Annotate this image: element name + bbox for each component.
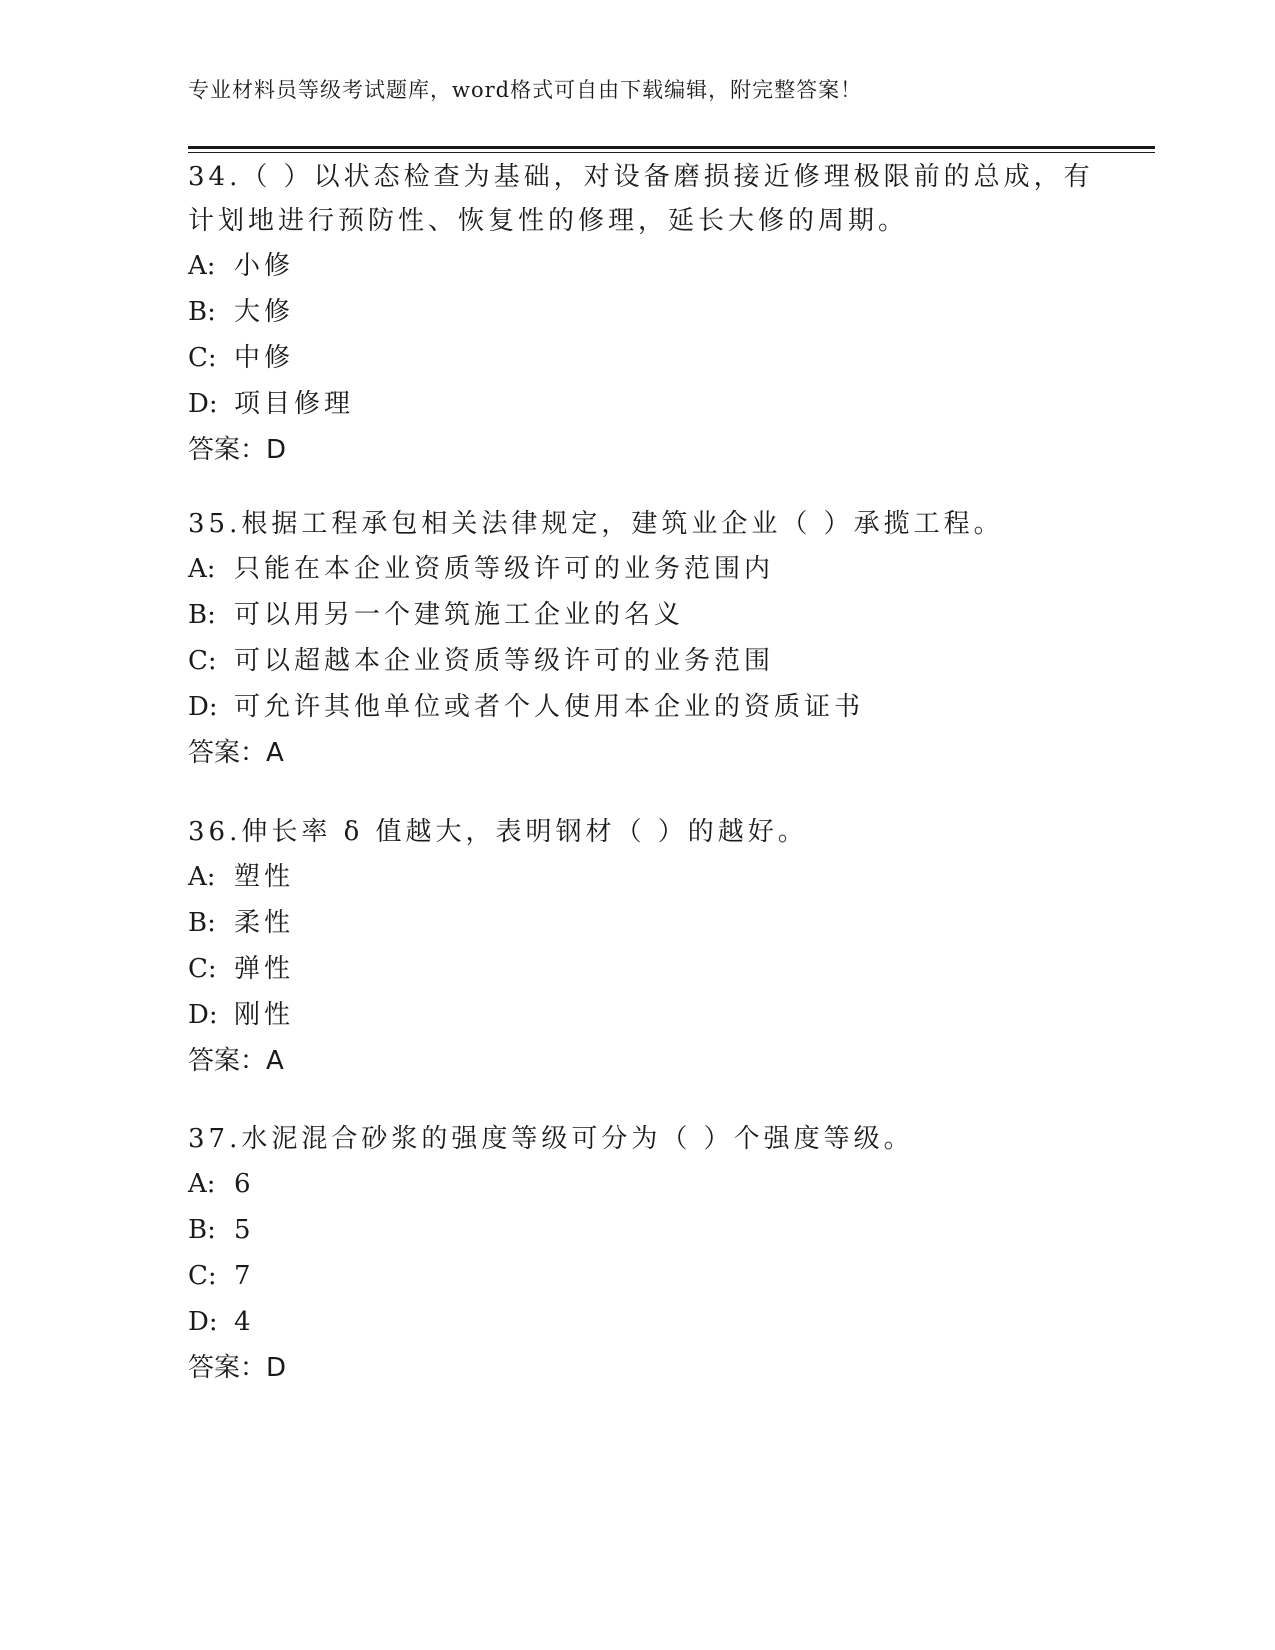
option-text: 4 [234,1307,255,1337]
option-text: 大修 [234,297,295,327]
option-letter: C: [188,343,217,373]
question-36 [188,810,1088,1084]
page-header: 专业材料员等级考试题库，word格式可自由下载编辑，附完整答案！ [188,78,863,102]
option-text: 中修 [234,343,295,373]
option-b [188,1207,1088,1253]
option-text: 弹性 [234,954,295,984]
option-letter: A: [188,862,216,892]
option-text: 可以超越本企业资质等级许可的业务范围 [234,646,775,676]
option-letter: D: [188,1000,218,1030]
option-letter: B: [188,908,216,938]
option-text: 7 [234,1261,255,1291]
option-text: 可允许其他单位或者个人使用本企业的资质证书 [234,692,865,722]
question-text-line: 36.伸长率 δ 值越大，表明钢材（ ）的越好。 [188,817,808,847]
option-letter: C: [188,954,217,984]
option-text: 项目修理 [234,389,355,419]
option-letter: B: [188,600,216,630]
option-text: 5 [234,1215,255,1245]
option-text: 塑性 [234,862,295,892]
header-divider-thick [188,146,1155,149]
option-b [188,289,1088,335]
answer-label: 答案：A [188,738,284,768]
option-letter: B: [188,1215,216,1245]
question-text-line: 35.根据工程承包相关法律规定，建筑业企业（ ）承揽工程。 [188,509,1004,539]
option-letter: C: [188,1261,217,1291]
option-letter: A: [188,1169,216,1199]
header-divider-thin [188,152,1155,153]
question-text-line: 计划地进行预防性、恢复性的修理，延长大修的周期。 [188,206,909,236]
option-a [188,854,1088,900]
answer-label: 答案：A [188,1046,284,1076]
option-c [188,1253,1088,1299]
option-text: 柔性 [234,908,295,938]
option-d [188,1299,1088,1345]
option-c [188,335,1088,381]
option-text: 刚性 [234,1000,295,1030]
option-letter: B: [188,297,216,327]
question-34 [188,155,1094,473]
option-a [188,1161,1088,1207]
option-b [188,900,1088,946]
option-text: 小修 [234,251,295,281]
option-text: 可以用另一个建筑施工企业的名义 [234,600,685,630]
option-d [188,992,1088,1038]
question-text-line: 34.（ ）以状态检查为基础，对设备磨损接近修理极限前的总成，有 [188,162,1094,192]
option-c [188,638,1088,684]
option-a [188,546,1088,592]
option-letter: A: [188,251,216,281]
answer-label: 答案：D [188,1353,287,1383]
option-d [188,684,1088,730]
option-letter: A: [188,554,216,584]
option-text: 6 [234,1169,255,1199]
question-text-line: 37.水泥混合砂浆的强度等级可分为（ ）个强度等级。 [188,1124,914,1154]
option-letter: D: [188,692,218,722]
option-a [188,243,1088,289]
option-text: 只能在本企业资质等级许可的业务范围内 [234,554,775,584]
question-35 [188,502,1088,776]
option-d [188,381,1088,427]
option-letter: D: [188,389,218,419]
option-b [188,592,1088,638]
option-letter: D: [188,1307,218,1337]
question-37 [188,1117,1088,1391]
option-letter: C: [188,646,217,676]
answer-label: 答案：D [188,435,287,465]
option-c [188,946,1088,992]
